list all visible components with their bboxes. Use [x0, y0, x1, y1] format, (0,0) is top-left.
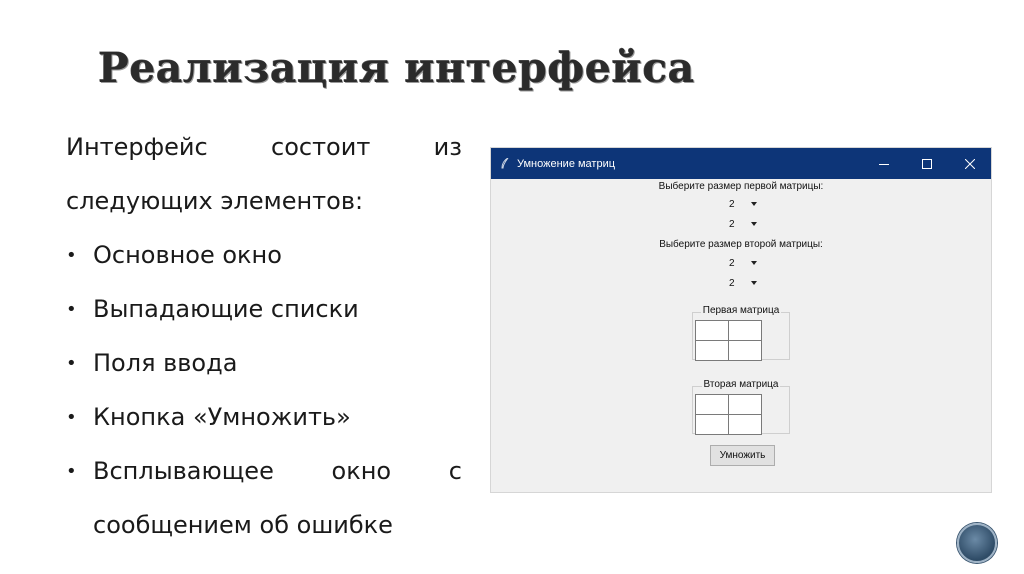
bullet-continuation: сообщением об ошибке — [93, 510, 393, 539]
matrix-cell-input[interactable] — [696, 395, 728, 414]
multiply-button[interactable]: Умножить — [710, 445, 775, 466]
first-size-label: Выберите размер первой матрицы: — [658, 181, 824, 192]
bullet-item — [66, 282, 462, 336]
bullet-word: Всплывающее — [93, 456, 274, 485]
second-matrix-label-text: Вторая матрица — [703, 379, 779, 390]
dropdown-arrow-icon — [751, 202, 757, 206]
intro-line-1 — [66, 120, 462, 174]
bullet-dot: • — [66, 406, 77, 428]
window-title: Умножение матриц — [517, 157, 616, 170]
bullet-text: Выпадающие списки — [93, 294, 359, 323]
second-cols-combobox[interactable] — [729, 276, 757, 290]
first-rows-combobox[interactable] — [729, 197, 757, 211]
bullet-dot: • — [66, 298, 77, 320]
first-matrix-group — [692, 305, 790, 360]
matrix-cell-input[interactable] — [696, 415, 728, 434]
maximize-button[interactable] — [905, 148, 948, 179]
bullet-text: Поля ввода — [93, 348, 238, 377]
matrix-cell-input[interactable] — [696, 321, 728, 340]
bullet-dot: • — [66, 244, 77, 266]
second-matrix-label — [693, 379, 789, 390]
dropdown-arrow-icon — [751, 222, 757, 226]
window-body — [491, 179, 991, 492]
second-rows-combobox[interactable] — [729, 256, 757, 270]
bullet-text — [93, 458, 462, 485]
minimize-button[interactable] — [862, 148, 905, 179]
matrix-cell-input[interactable] — [729, 321, 761, 340]
second-size-label: Выберите размер второй матрицы: — [659, 239, 823, 250]
bullet-item — [66, 336, 462, 390]
combobox-value: 2 — [729, 277, 735, 289]
matrix-cell-input[interactable] — [729, 341, 761, 360]
combobox-value: 2 — [729, 198, 735, 210]
intro-line-2: следующих элементов: — [66, 186, 364, 215]
close-icon — [965, 159, 975, 169]
bullet-dot: • — [66, 352, 77, 374]
intro-word: из — [433, 132, 462, 161]
minimize-icon — [879, 159, 889, 169]
bullet-word: с — [448, 456, 462, 485]
intro-word: Интерфейс — [66, 132, 208, 161]
matrix-cell-input[interactable] — [729, 415, 761, 434]
second-matrix-group — [692, 379, 790, 434]
first-cols-combobox[interactable] — [729, 217, 757, 231]
second-matrix-grid — [695, 394, 762, 435]
presentation-logo-icon — [957, 523, 997, 563]
first-matrix-grid — [695, 320, 762, 361]
bullet-text: Основное окно — [93, 240, 282, 269]
first-matrix-label-text: Первая матрица — [702, 305, 780, 316]
matrix-cell-input[interactable] — [696, 341, 728, 360]
matrix-cell-input[interactable] — [729, 395, 761, 414]
close-button[interactable] — [948, 148, 991, 179]
dropdown-arrow-icon — [751, 281, 757, 285]
intro-word: состоит — [271, 132, 371, 161]
window-controls — [862, 148, 991, 179]
feather-icon — [500, 158, 510, 170]
maximize-icon — [922, 159, 932, 169]
bullet-word: окно — [331, 456, 392, 485]
bullet-text: Кнопка «Умножить» — [93, 402, 351, 431]
first-matrix-label — [693, 305, 789, 316]
bullet-item — [66, 390, 462, 444]
slide-text — [66, 120, 462, 552]
bullet-item — [66, 228, 462, 282]
combobox-value: 2 — [729, 218, 735, 230]
combobox-value: 2 — [729, 257, 735, 269]
bullet-dot: • — [66, 460, 77, 482]
bullet-item — [66, 444, 462, 498]
app-window — [490, 147, 992, 493]
slide-title: Реализация интерфейса — [98, 44, 695, 92]
window-titlebar[interactable] — [491, 148, 991, 179]
dropdown-arrow-icon — [751, 261, 757, 265]
